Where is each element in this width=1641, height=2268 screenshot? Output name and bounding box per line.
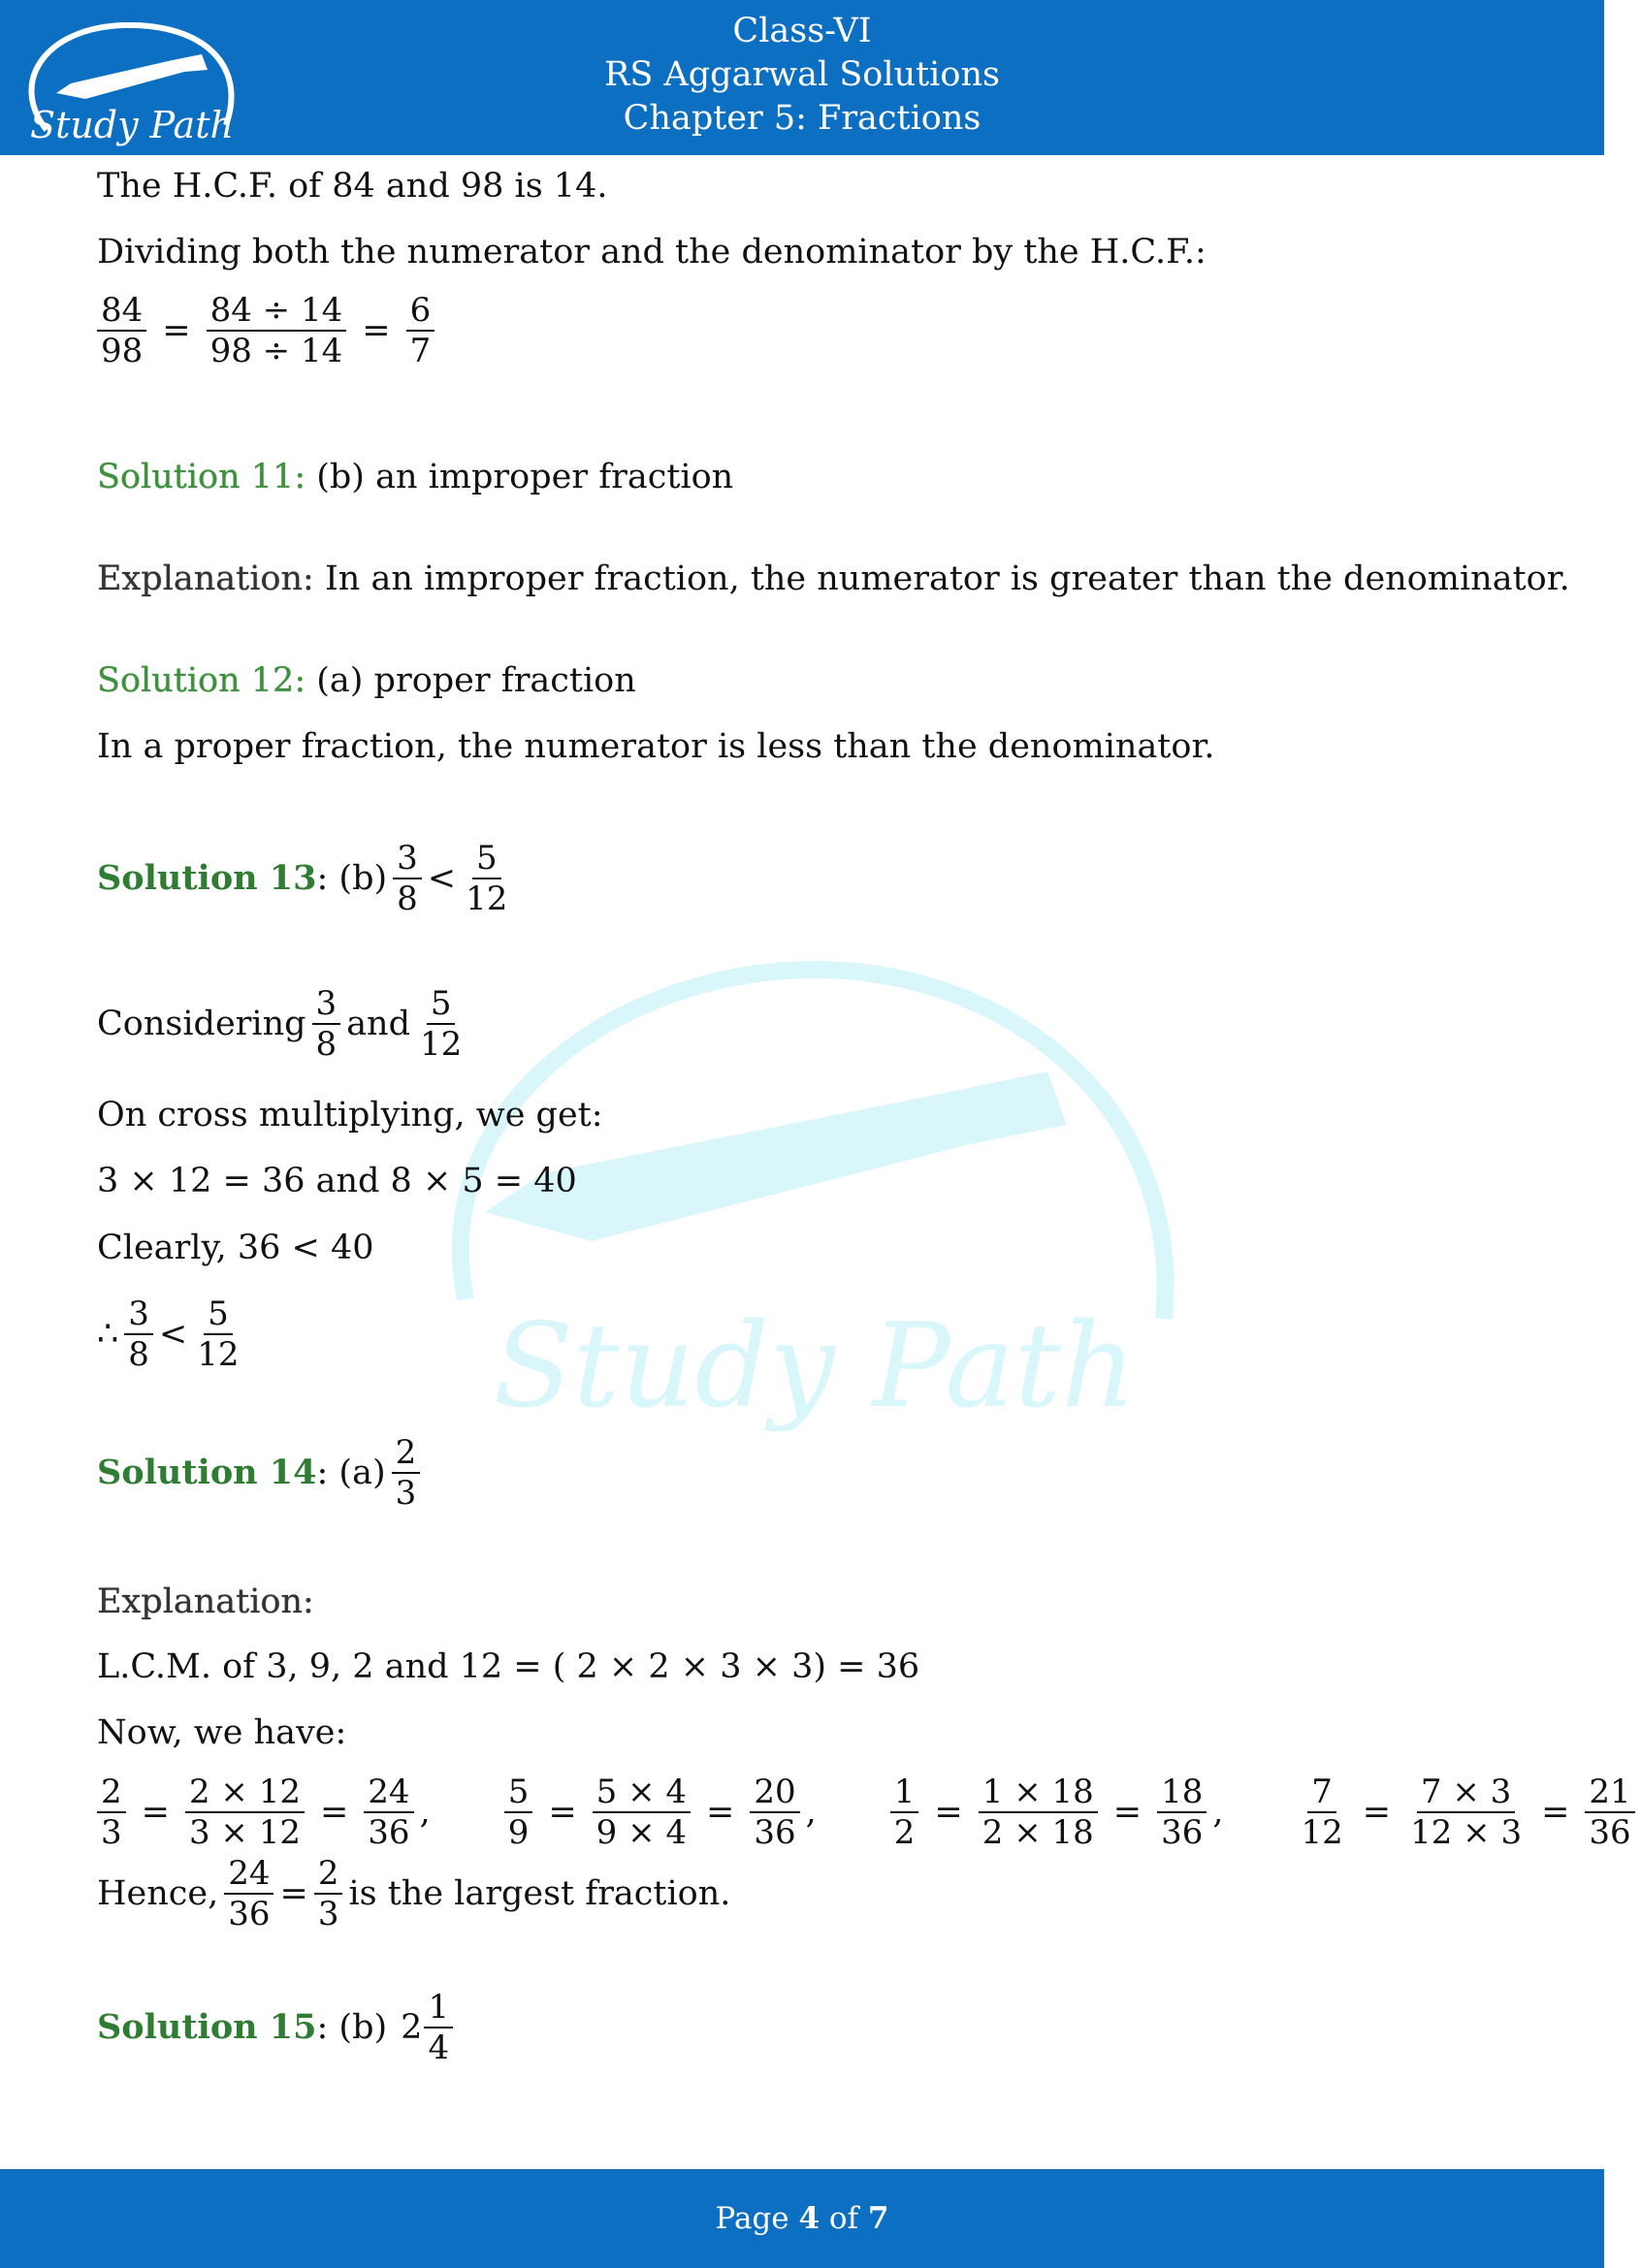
explanation-14-label: Explanation: <box>97 1582 314 1621</box>
watermark-text: Study Path <box>493 1299 1137 1434</box>
fraction: $\frac{2 \times 12}{3 \times 12}$ <box>185 1773 305 1852</box>
equation-hcf-division: $\frac{84}{98}$ = $\frac{84 \div 14}{98 \div 14}$ = $\frac{6}{7}$ <box>97 291 440 370</box>
solution-label: Solution 13 <box>97 858 317 898</box>
conversions-line: $\frac{2}{3}$ = $\frac{2 \times 12}{3 \times 12}$ = $\frac{24}{36}$ , $\frac{5}{9}$ = $\frac{5 \times 4}{9 \times 4}$ = $\frac{20}{36}$ , $\frac{1}{2}$ = $\frac{1 \times 18}{2 \times 18}$ = $\frac{18}{36}$ , $\frac{7}{12}$ = $\frac{7 \times 3}{12 \times 3}$ = $\frac{21}{36}$ <box>97 1773 1641 1852</box>
lcm-line: L.C.M. of 3, 9, 2 and 12 = ( 2 × 2 × 3 × 3) = 36 <box>97 1647 920 1686</box>
explanation-11 <box>97 558 1570 600</box>
explanation-label: Explanation: <box>97 559 314 598</box>
hence-line: Hence, $\frac{24}{36}$ = $\frac{2}{3}$ is the largest fraction. <box>97 1854 731 1933</box>
solution-12 <box>97 659 636 702</box>
page-footer <box>0 2169 1604 2268</box>
book-title: RS Aggarwal Solutions <box>604 55 1000 94</box>
fraction: $\frac{24}{36}$ <box>224 1854 274 1933</box>
solution-label: Solution 15 <box>97 2007 317 2047</box>
chapter-title: Chapter 5: Fractions <box>623 99 981 138</box>
page-indicator: Page 4 of 7 <box>715 2201 889 2236</box>
fraction: $\frac{3}{8}$ <box>393 839 422 918</box>
fraction: $\frac{5}{9}$ <box>504 1773 533 1852</box>
class-label: Class-VI <box>732 12 872 50</box>
fraction: $\frac{21}{36}$ <box>1585 1773 1634 1852</box>
fraction: $\frac{18}{36}$ <box>1157 1773 1207 1852</box>
fraction: $\frac{5 \times 4}{9 \times 4}$ <box>593 1773 691 1852</box>
fraction: $\frac{7 \times 3}{12 \times 3}$ <box>1410 1773 1523 1852</box>
solution-label: Solution 14 <box>97 1453 317 1492</box>
solution-answer: (a) proper fraction <box>306 661 636 700</box>
fraction: $\frac{3}{8}$ <box>312 984 341 1064</box>
logo-text: Study Path <box>30 104 234 146</box>
solution-answer: (b) an improper fraction <box>306 458 734 496</box>
solution-label: Solution 12: <box>97 661 306 700</box>
header-titles <box>0 10 1604 141</box>
solution-prefix: : (b) <box>316 859 388 898</box>
fraction: $\frac{7}{12}$ <box>1301 1773 1343 1852</box>
fraction: $\frac{2}{3}$ <box>97 1773 126 1852</box>
fraction: $\frac{3}{8}$ <box>124 1294 153 1374</box>
explanation-text: In an improper fraction, the numerator is greater than the denominator. <box>313 559 1570 598</box>
cross-multiplying-result: 3 × 12 = 36 and 8 × 5 = 40 <box>97 1162 577 1200</box>
cross-multiplying-text: On cross multiplying, we get: <box>97 1096 603 1134</box>
fraction: $\frac{5}{12}$ <box>420 984 463 1064</box>
watermark <box>427 950 1183 1454</box>
solution-prefix: : (b) <box>316 2008 388 2047</box>
dividing-statement: Dividing both the numerator and the denominator by the H.C.F.: <box>97 233 1207 272</box>
fraction: $\frac{2}{3}$ <box>392 1433 421 1513</box>
solution-label: Solution 11: <box>97 458 306 496</box>
fraction: $\frac{2}{3}$ <box>314 1854 343 1933</box>
page-header <box>0 0 1604 155</box>
fraction: $\frac{84 \div 14}{98 \div 14}$ <box>207 291 347 370</box>
fraction: $\frac{5}{12}$ <box>197 1294 240 1374</box>
solution-15: Solution 15 : (b) 2 $\frac{1}{4}$ <box>97 1988 459 2067</box>
hcf-statement: The H.C.F. of 84 and 98 is 14. <box>97 167 608 206</box>
solution-11 <box>97 456 733 498</box>
fraction: $\frac{24}{36}$ <box>364 1773 413 1852</box>
therefore-line: ∴ $\frac{3}{8}$ < $\frac{5}{12}$ <box>97 1294 249 1374</box>
fraction: $\frac{20}{36}$ <box>750 1773 799 1852</box>
fraction: $\frac{5}{12}$ <box>466 839 508 918</box>
solution-13: Solution 13 : (b) $\frac{3}{8}$ < $\frac{5}{12}$ <box>97 839 517 918</box>
clearly-line: Clearly, 36 < 40 <box>97 1229 374 1267</box>
solution-14 <box>97 1433 426 1513</box>
fraction: $\frac{6}{7}$ <box>406 291 435 370</box>
solution-prefix: : (a) <box>316 1453 386 1492</box>
considering-line: Considering $\frac{3}{8}$ and $\frac{5}{12}$ <box>97 984 471 1064</box>
fraction: $\frac{84}{98}$ <box>97 291 146 370</box>
fraction: $\frac{1 \times 18}{2 \times 18}$ <box>979 1773 1098 1852</box>
solution-12-text: In a proper fraction, the numerator is less than the denominator. <box>97 727 1215 766</box>
fraction: $\frac{1}{4}$ <box>424 1988 453 2067</box>
fraction: $\frac{1}{2}$ <box>890 1773 919 1852</box>
now-we-have: Now, we have: <box>97 1713 347 1752</box>
